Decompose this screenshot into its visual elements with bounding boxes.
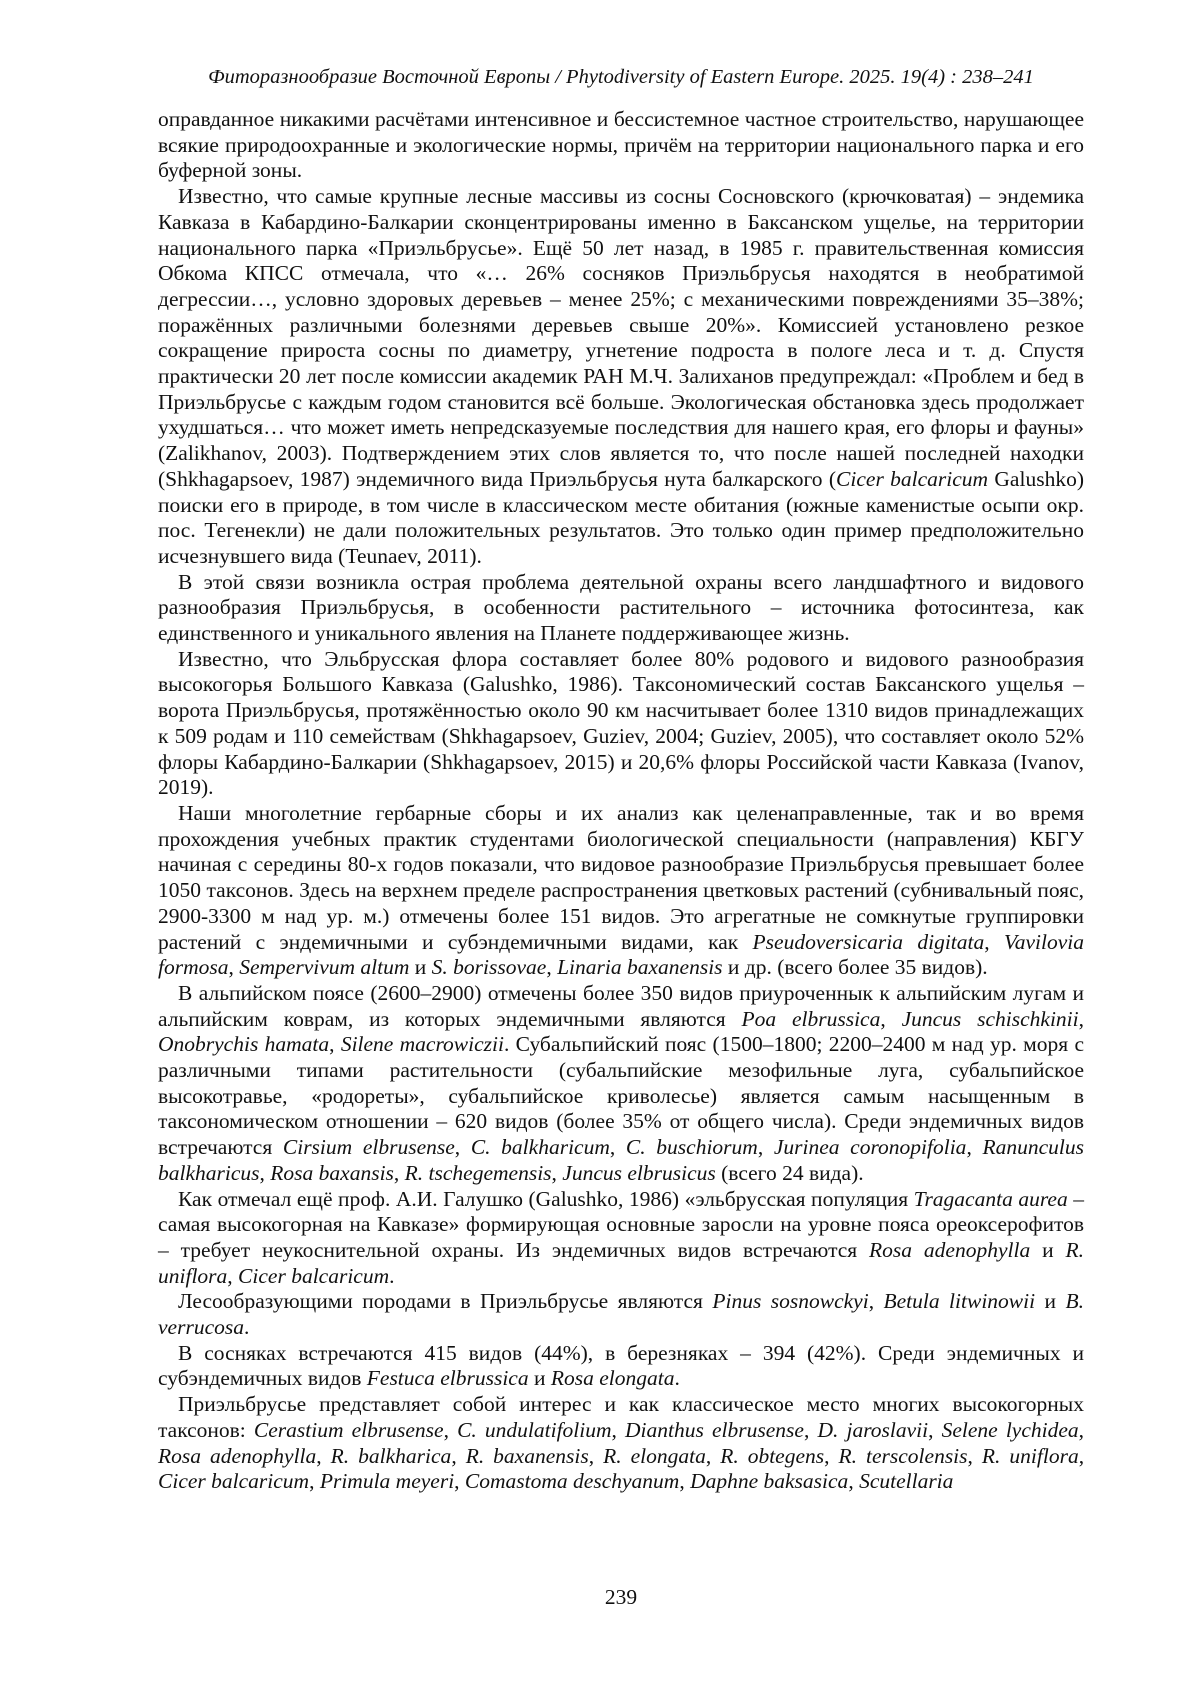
species-name: Cicer balcaricum — [158, 1469, 310, 1494]
text-run: Известно, что самые крупные лесные массивы из сосны Сосновского (крючковатая) – эндемика Кавказа в Кабардино-Балкарии сконцентрированы именно в Баксанском ущелье, на территории национального парка «Приэльбрусье». Ещё 50 лет назад, в 1985 г. правительственная комиссия Обкома КПСС отмечала, что «… 26% сосняков Приэльбрусья находятся в необратимой дегрессии…, условно здоровых деревьев – менее 25%; с механическими повреждениями 35–38%; поражённых различными болезнями деревьев свыше 20%». Комиссией установлено резкое сокращение прироста сосны по диаметру, угнетение подроста в пологе леса и т. д. Спустя практически 20 лет после комиссии академик РАН М.Ч. Залиханов предупреждал: «Проблем и бед в Приэльбрусье с каждым годом становится всё больше. Экологическая обстановка здесь продолжает ухудшаться… что может иметь непредсказуемые последствия для нашего края, его флоры и фауны» (Zalikhanov, 2003). Подтверждением этих слов является то, что после нашей последней находки (Shkhagapsoev, 1987) эндемичного вида Приэльбрусья нута балкарского ( — [158, 184, 1084, 491]
body-paragraph — [158, 801, 1084, 981]
text-run: . — [243, 1315, 250, 1340]
text-run: – самая высокогорная на Кавказе» формирующая основные заросли на уровне пояса ореоксерофитов – требует неукоснительной охраны. Из эндемичных видов встречаются — [158, 1186, 1084, 1262]
body-paragraph — [158, 570, 1084, 647]
text-run: , — [824, 1443, 839, 1468]
text-run: Приэльбрусье представляет собой интерес и как классическое место многих высокогорных таксонов: — [158, 1392, 1084, 1442]
text-run: , — [309, 1469, 320, 1494]
body-paragraph — [158, 107, 1084, 184]
species-name: R. uniflora — [158, 1237, 1084, 1288]
text-run: , — [1078, 1443, 1085, 1468]
text-run: , — [611, 1417, 626, 1442]
species-name: Pseudoversicaria digitata — [752, 929, 985, 954]
species-name: Festuca elbrussica — [366, 1366, 529, 1391]
text-run: . — [389, 1263, 395, 1288]
text-run: , — [757, 1135, 774, 1160]
text-run: , — [1078, 1006, 1084, 1031]
text-run: , — [454, 1135, 471, 1160]
species-name: C. buschiorum — [625, 1135, 758, 1160]
text-run: , — [848, 1469, 860, 1494]
text-run: , — [967, 1443, 982, 1468]
species-name: D. jaroslavii — [817, 1417, 929, 1442]
text-run: , — [588, 1443, 604, 1468]
body-paragraph — [158, 184, 1084, 570]
species-name: S. borissovae — [431, 955, 547, 980]
text-run: , — [546, 955, 558, 980]
text-run: , — [705, 1443, 721, 1468]
text-run: В этой связи возникла острая проблема деятельной охраны всего ландшафтного и видового разнообразия Приэльбрусья, в особенности растительного – источника фотосинтеза, как единственного и уникального явления на Планете поддерживающее жизнь. — [158, 569, 1084, 646]
text-run: и — [1035, 1289, 1066, 1314]
text-run: , — [443, 1417, 458, 1442]
text-run: . Субальпийский пояс (1500–1800; 2200–2400 м над ур. моря с различными типами растительности (субальпийские мезофильные луга, субальпийское высокотравье, «родореты», субальпийское криволесье) является самым насыщенным в таксономическом отношении – 620 видов (более 35% от общего числа). Среди эндемичных видов встречаются — [158, 1032, 1084, 1160]
page-number: 239 — [604, 1585, 638, 1609]
text-run: В сосняках встречаются 415 видов (44%), в березняках – 394 (42%). Среди эндемичных и субэндемичных видов — [158, 1340, 1084, 1391]
species-name: B. verrucosa — [158, 1289, 1084, 1340]
species-name: R. obtegens — [720, 1443, 825, 1468]
text-run: , — [1078, 1417, 1085, 1442]
text-run: и — [409, 955, 432, 980]
species-name: R. baxanensis — [465, 1443, 589, 1468]
species-name: Juncus schischkinii — [901, 1006, 1079, 1031]
text-run: В альпийском поясе (2600–2900) отмечены более 350 видов приуроченнык к альпийским лугам и альпийским коврам, из которых эндемичными являются — [158, 980, 1084, 1031]
body-paragraph — [158, 1289, 1084, 1340]
text-run: , — [984, 929, 1004, 954]
text-run: и др. (всего более 35 видов). — [722, 955, 988, 980]
species-name: Rosa adenophylla — [869, 1237, 1031, 1262]
species-name: Cicer balcaricum — [836, 466, 989, 491]
species-name: Poa elbrussica — [741, 1006, 881, 1031]
text-run: , — [451, 1443, 466, 1468]
species-name: Scutellaria — [859, 1469, 954, 1494]
species-name: Cicer balcaricum — [238, 1263, 390, 1288]
text-run: , — [228, 955, 240, 980]
species-name: Rosa baxansis — [270, 1160, 394, 1185]
species-name: C. undulatifolium — [457, 1417, 612, 1442]
text-run: Как отмечал ещё проф. А.И. Галушко (Galushko, 1986) «эльбрусская популяция — [178, 1186, 914, 1211]
body-paragraph — [158, 1341, 1084, 1392]
text-run: , — [329, 1032, 341, 1057]
species-name: Rosa adenophylla — [158, 1443, 317, 1468]
species-name: Vavilovia formosa — [158, 929, 1084, 980]
species-name: Rosa elongata — [550, 1366, 675, 1391]
body-paragraph — [158, 1392, 1084, 1495]
species-name: Daphne baksasica — [690, 1469, 849, 1494]
article-body — [158, 107, 1084, 1495]
species-name: Linaria baxanensis — [557, 955, 723, 980]
text-run: , — [393, 1160, 405, 1185]
text-run: , — [609, 1135, 626, 1160]
text-run: Лесообразующими породами в Приэльбрусье являются — [178, 1289, 713, 1314]
species-name: C. balkharicum — [470, 1135, 610, 1160]
text-run: , — [880, 1006, 902, 1031]
species-name: Dianthus elbrusense — [625, 1417, 804, 1442]
text-run: , — [868, 1289, 884, 1314]
text-run: и — [528, 1366, 551, 1391]
species-name: Primula meyeri — [319, 1469, 455, 1494]
text-run: , — [454, 1469, 465, 1494]
text-run: , — [928, 1417, 942, 1442]
journal-running-head: Фиторазнообразие Восточной Европы / Phytodiversity of Eastern Europe. 2025. 19(4) : 238–241 — [208, 66, 1034, 88]
text-run: , — [679, 1469, 691, 1494]
species-name: Ranunculus balkharicus — [158, 1135, 1084, 1185]
text-run: , — [227, 1263, 239, 1288]
species-name: Sempervivum altum — [239, 955, 410, 980]
species-name: Pinus sosnowckyi — [712, 1289, 869, 1314]
text-run: , — [259, 1160, 271, 1185]
species-name: R. elongata — [603, 1443, 706, 1468]
body-paragraph — [158, 647, 1084, 801]
species-name: R. terscolensis — [838, 1443, 968, 1468]
species-name: R. uniflora — [981, 1443, 1079, 1468]
species-name: Juncus elbrusicus — [562, 1160, 716, 1185]
text-run: Galushko) поиски его в природе, в том числе в классическом месте обитания (южные каменистые осыпи окр. пос. Тегенекли) не дали положительных результатов. Это только один пример предположительно исчезнувшего вида (Teunaev, 2011). — [158, 466, 1084, 568]
text-run: и — [1030, 1237, 1066, 1262]
species-name: R. tschegemensis — [404, 1160, 552, 1185]
species-name: Comastoma deschyanum — [464, 1469, 680, 1494]
text-run: , — [551, 1160, 563, 1185]
species-name: Betula litwinowii — [883, 1289, 1036, 1314]
species-name: Onobrychis hamata — [158, 1032, 330, 1057]
body-paragraph — [158, 1187, 1084, 1290]
text-run: . — [674, 1366, 680, 1391]
text-run: Наши многолетние гербарные сборы и их анализ как целенаправленные, так и во время прохождения учебных практик студентами биологической специальности (направления) КБГУ начиная с середины 80-х годов показали, что видовое разнообразие Приэльбрусья превышает более 1050 таксонов. Здесь на верхнем пределе распространения цветковых растений (субнивальный пояс, 2900-3300 м над ур. м.) отмечены более 151 видов. Это агрегатные не сомкнутые группировки растений с эндемичными и субэндемичными видами, как — [158, 800, 1084, 954]
text-run: оправданное никакими расчётами интенсивное и бессистемное частное строительство, нарушающее всякие природоохранные и экологические нормы, причём на территории национального парка и его буферной зоны. — [158, 107, 1084, 183]
body-paragraph — [158, 981, 1084, 1187]
species-name: Tragacanta aurea — [913, 1186, 1068, 1211]
text-run: , — [803, 1417, 818, 1442]
text-run: , — [316, 1443, 331, 1468]
species-name: Jurinea coronopifolia — [773, 1135, 967, 1160]
species-name: R. balkharica — [330, 1443, 452, 1468]
species-name: Silene macrowiczii — [340, 1032, 504, 1057]
text-run: (всего 24 вида). — [715, 1160, 864, 1185]
species-name: Cerastium elbrusense — [253, 1417, 444, 1442]
species-name: Selene lychidea — [941, 1417, 1079, 1442]
text-run: Известно, что Эльбрусская флора составляет более 80% родового и видового разнообразия высокогорья Большого Кавказа (Galushko, 1986). Таксономический состав Баксанского ущелья – ворота Приэльбрусья, протяжённостью около 90 км насчитывает более 1310 видов принадлежащих к 509 родам и 110 семействам (Shkhagapsoev, Guziev, 2004; Guziev, 2005), что составляет около 52% флоры Кабардино-Балкарии (Shkhagapsoev, 2015) и 20,6% флоры Российской части Кавказа (Ivanov, 2019). — [158, 646, 1084, 800]
text-run: , — [966, 1135, 983, 1160]
species-name: Cirsium elbrusense — [282, 1135, 455, 1160]
